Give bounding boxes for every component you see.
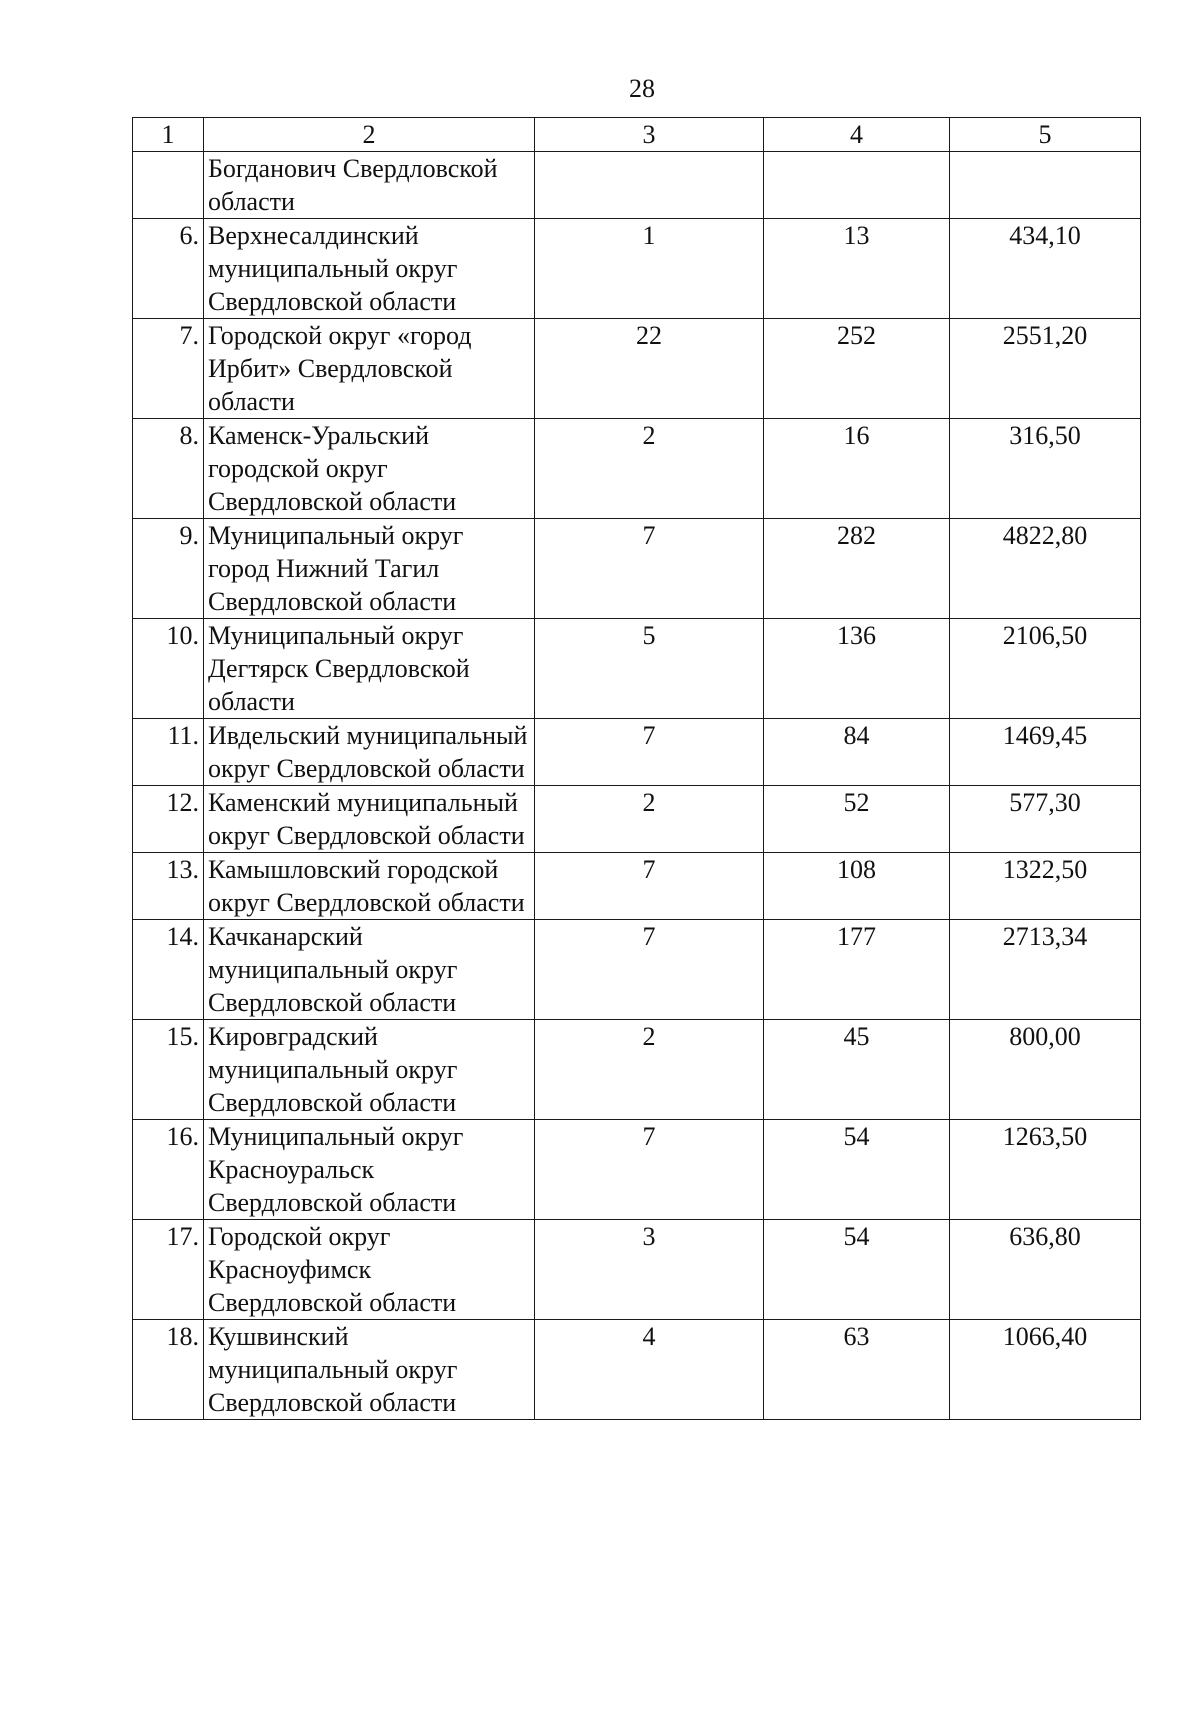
header-cell-1: 1 xyxy=(133,118,204,152)
row-col4: 84 xyxy=(764,719,950,786)
row-col4: 13 xyxy=(764,219,950,319)
row-number: 13. xyxy=(133,853,204,920)
row-col5: 1263,50 xyxy=(950,1120,1141,1220)
row-col4: 16 xyxy=(764,419,950,519)
row-col5: 800,00 xyxy=(950,1020,1141,1120)
header-cell-5: 5 xyxy=(950,118,1141,152)
row-name: Муниципальный округ Красноуральск Свердловской области xyxy=(204,1120,535,1220)
row-col5: 2713,34 xyxy=(950,920,1141,1020)
table-row xyxy=(133,1120,1141,1220)
row-col4: 108 xyxy=(764,853,950,920)
table-header-row xyxy=(133,118,1141,152)
row-number: 17. xyxy=(133,1220,204,1320)
row-col5: 2106,50 xyxy=(950,619,1141,719)
table-row xyxy=(133,319,1141,419)
row-name: Каменский муниципальный округ Свердловской области xyxy=(204,786,535,853)
row-name: Каменск-Уральский городской округ Свердловской области xyxy=(204,419,535,519)
row-number: 9. xyxy=(133,519,204,619)
row-col4: 63 xyxy=(764,1320,950,1420)
data-table xyxy=(132,117,1141,1420)
row-number: 16. xyxy=(133,1120,204,1220)
row-col4 xyxy=(764,152,950,219)
row-col3: 2 xyxy=(535,419,764,519)
row-col4: 54 xyxy=(764,1120,950,1220)
row-col3: 7 xyxy=(535,1120,764,1220)
row-number: 14. xyxy=(133,920,204,1020)
table-row xyxy=(133,152,1141,219)
row-col3: 4 xyxy=(535,1320,764,1420)
row-col3: 7 xyxy=(535,920,764,1020)
row-name: Городской округ Красноуфимск Свердловской области xyxy=(204,1220,535,1320)
row-name: Кушвинский муниципальный округ Свердловской области xyxy=(204,1320,535,1420)
row-col4: 52 xyxy=(764,786,950,853)
table-row xyxy=(133,853,1141,920)
row-col5: 4822,80 xyxy=(950,519,1141,619)
row-col5: 636,80 xyxy=(950,1220,1141,1320)
table-row xyxy=(133,519,1141,619)
row-col5: 434,10 xyxy=(950,219,1141,319)
row-name: Богданович Свердловской области xyxy=(204,152,535,219)
row-col5: 577,30 xyxy=(950,786,1141,853)
table-row xyxy=(133,1020,1141,1120)
row-col3: 7 xyxy=(535,719,764,786)
row-number: 6. xyxy=(133,219,204,319)
row-col3: 2 xyxy=(535,1020,764,1120)
row-col3: 1 xyxy=(535,219,764,319)
table-row xyxy=(133,619,1141,719)
row-col4: 136 xyxy=(764,619,950,719)
row-col3: 7 xyxy=(535,853,764,920)
row-col3: 22 xyxy=(535,319,764,419)
table-row xyxy=(133,419,1141,519)
row-col5: 1469,45 xyxy=(950,719,1141,786)
row-name: Качканарский муниципальный округ Свердловской области xyxy=(204,920,535,1020)
row-col5: 1322,50 xyxy=(950,853,1141,920)
page-number: 28 xyxy=(629,74,655,103)
row-col5: 316,50 xyxy=(950,419,1141,519)
row-col4: 45 xyxy=(764,1020,950,1120)
row-name: Муниципальный округ Дегтярск Свердловской области xyxy=(204,619,535,719)
row-col3: 3 xyxy=(535,1220,764,1320)
row-number: 15. xyxy=(133,1020,204,1120)
header-cell-2: 2 xyxy=(204,118,535,152)
table-row xyxy=(133,920,1141,1020)
table-row xyxy=(133,1220,1141,1320)
row-col4: 252 xyxy=(764,319,950,419)
row-number: 12. xyxy=(133,786,204,853)
row-name: Кировградский муниципальный округ Свердловской области xyxy=(204,1020,535,1120)
row-col4: 282 xyxy=(764,519,950,619)
table-row xyxy=(133,219,1141,319)
row-name: Муниципальный округ город Нижний Тагил Свердловской области xyxy=(204,519,535,619)
header-cell-4: 4 xyxy=(764,118,950,152)
row-name: Камышловский городской округ Свердловской области xyxy=(204,853,535,920)
row-col3: 2 xyxy=(535,786,764,853)
row-number: 8. xyxy=(133,419,204,519)
row-number xyxy=(133,152,204,219)
row-name: Верхнесалдинский муниципальный округ Свердловской области xyxy=(204,219,535,319)
row-name: Городской округ «город Ирбит» Свердловской области xyxy=(204,319,535,419)
row-col4: 177 xyxy=(764,920,950,1020)
table-row xyxy=(133,719,1141,786)
table-row xyxy=(133,1320,1141,1420)
row-number: 18. xyxy=(133,1320,204,1420)
table-row xyxy=(133,786,1141,853)
row-col5: 1066,40 xyxy=(950,1320,1141,1420)
row-number: 7. xyxy=(133,319,204,419)
row-number: 11. xyxy=(133,719,204,786)
row-col3: 5 xyxy=(535,619,764,719)
row-name: Ивдельский муниципальный округ Свердловской области xyxy=(204,719,535,786)
row-col3: 7 xyxy=(535,519,764,619)
row-col5: 2551,20 xyxy=(950,319,1141,419)
row-col3 xyxy=(535,152,764,219)
row-col5 xyxy=(950,152,1141,219)
row-number: 10. xyxy=(133,619,204,719)
header-cell-3: 3 xyxy=(535,118,764,152)
row-col4: 54 xyxy=(764,1220,950,1320)
